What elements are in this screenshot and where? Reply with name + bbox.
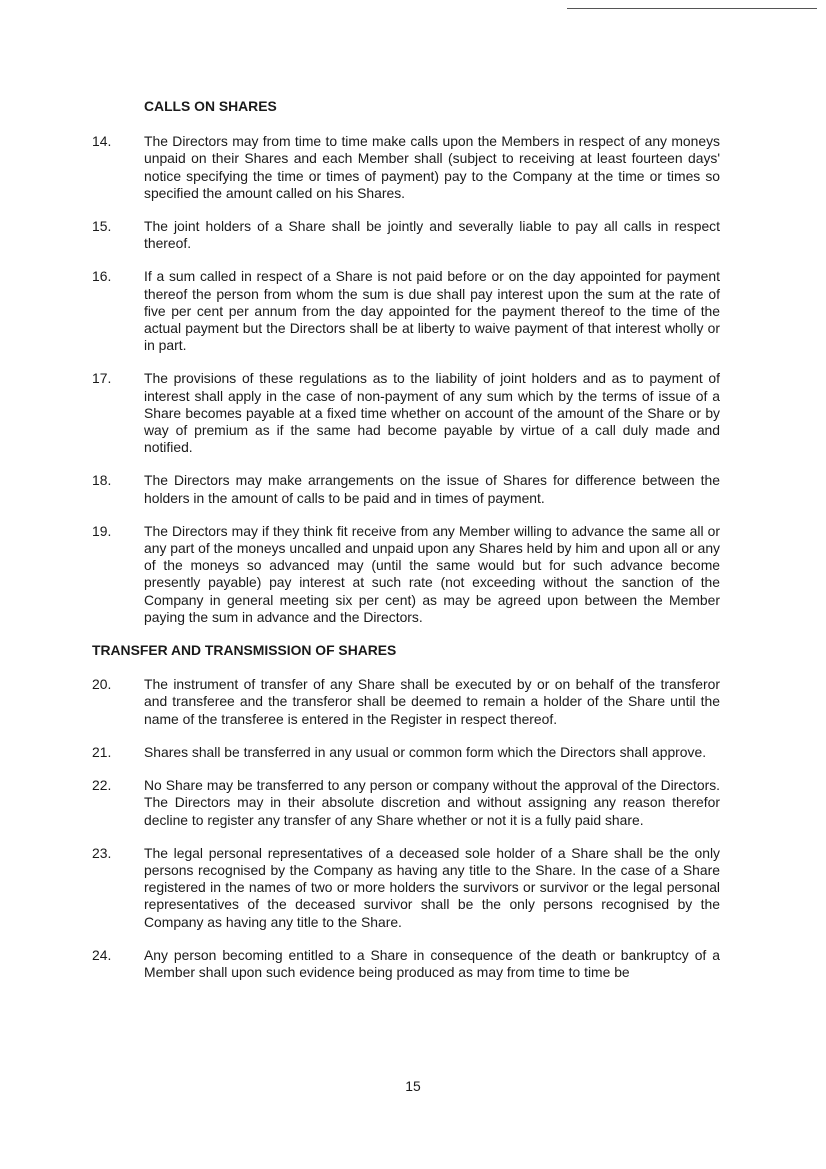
clause-15 bbox=[92, 218, 720, 252]
clause-text: Shares shall be transferred in any usual or common form which the Directors shall approve. bbox=[144, 743, 707, 760]
clause-text: No Share may be transferred to any person or company without the approval of the Directors. The Directors may in their absolute discretion and without assigning any reason therefor decline to register any transfer of any Share whether or not it is a fully paid share. bbox=[144, 777, 720, 828]
clause-text: The joint holders of a Share shall be jointly and severally liable to pay all calls in respect thereof. bbox=[144, 218, 720, 252]
clause-number: 17. bbox=[92, 370, 112, 387]
clause-19 bbox=[92, 523, 720, 626]
clause-number: 19. bbox=[92, 522, 112, 539]
clause-number: 20. bbox=[92, 676, 112, 693]
clause-number: 24. bbox=[92, 946, 112, 963]
clause-23 bbox=[92, 845, 720, 931]
clause-number: 23. bbox=[92, 844, 112, 861]
clause-number: 21. bbox=[92, 743, 112, 760]
clause-14 bbox=[92, 133, 720, 202]
clause-16 bbox=[92, 268, 720, 354]
clause-text: The provisions of these regulations as to the liability of joint holders and as to payment of interest shall apply in the case of non-payment of any sum which by the terms of issue of a Share becomes payable at a fixed time whether on account of the amount of the Share or by way of premium as if the same had become payable by virtue of a call duly made and notified. bbox=[144, 370, 720, 456]
clause-text: The Directors may if they think fit receive from any Member willing to advance the same all or any part of the moneys uncalled and unpaid upon any Shares held by him and upon all or any of the moneys so advanced may (until the same would but for such advance become presently payable) pay interest at such rate (not exceeding without the sanction of the Company in general meeting six per cent) as may be agreed upon between the Member paying the sum in advance and the Directors. bbox=[144, 522, 720, 625]
clause-text: If a sum called in respect of a Share is not paid before or on the day appointed for payment thereof the person from whom the sum is due shall pay interest upon the sum at the rate of five per cent per annum from the day appointed for the payment thereof to the time of the actual payment but the Directors shall be at liberty to waive payment of that interest wholly or in part. bbox=[144, 268, 720, 354]
clause-text: The legal personal representatives of a deceased sole holder of a Share shall be the only persons recognised by the Company as having any title to the Share. In the case of a Share registered in the names of two or more holders the survivors or survivor or the legal personal representatives of the deceased survivor shall be the only persons recognised by the Company as having any title to the Share. bbox=[144, 844, 720, 930]
clause-number: 15. bbox=[92, 218, 112, 235]
clause-text: Any person becoming entitled to a Share in consequence of the death or bankruptcy of a Member shall upon such evidence being produced as may from time to time be bbox=[144, 946, 720, 980]
clause-number: 14. bbox=[92, 133, 112, 150]
clause-18 bbox=[92, 472, 720, 506]
clause-text: The instrument of transfer of any Share shall be executed by or on behalf of the transferor and transferee and the transferor shall be deemed to remain a holder of the Share until the name of the transferee is entered in the Register in respect thereof. bbox=[144, 676, 720, 727]
clause-number: 22. bbox=[92, 777, 112, 794]
clause-number: 18. bbox=[92, 472, 112, 489]
header-rule bbox=[567, 8, 817, 9]
clause-text: The Directors may from time to time make calls upon the Members in respect of any moneys unpaid on their Shares and each Member shall (subject to receiving at least fourteen days' notice specifying the time or times of payment) pay to the Company at the time or times so specified the amount called on his Shares. bbox=[144, 133, 720, 201]
clause-22 bbox=[92, 777, 720, 829]
clause-text: The Directors may make arrangements on the issue of Shares for difference between the holders in the amount of calls to be paid and in times of payment. bbox=[144, 472, 720, 506]
document-body bbox=[92, 98, 720, 997]
clause-17 bbox=[92, 370, 720, 456]
clause-24 bbox=[92, 947, 720, 981]
clause-21 bbox=[92, 744, 720, 761]
section-heading-calls-on-shares: CALLS ON SHARES bbox=[144, 98, 277, 114]
clause-number: 16. bbox=[92, 268, 112, 285]
section-heading-transfer-and-transmission: TRANSFER AND TRANSMISSION OF SHARES bbox=[92, 642, 397, 659]
page-number: 15 bbox=[405, 1078, 421, 1094]
clause-20 bbox=[92, 676, 720, 728]
